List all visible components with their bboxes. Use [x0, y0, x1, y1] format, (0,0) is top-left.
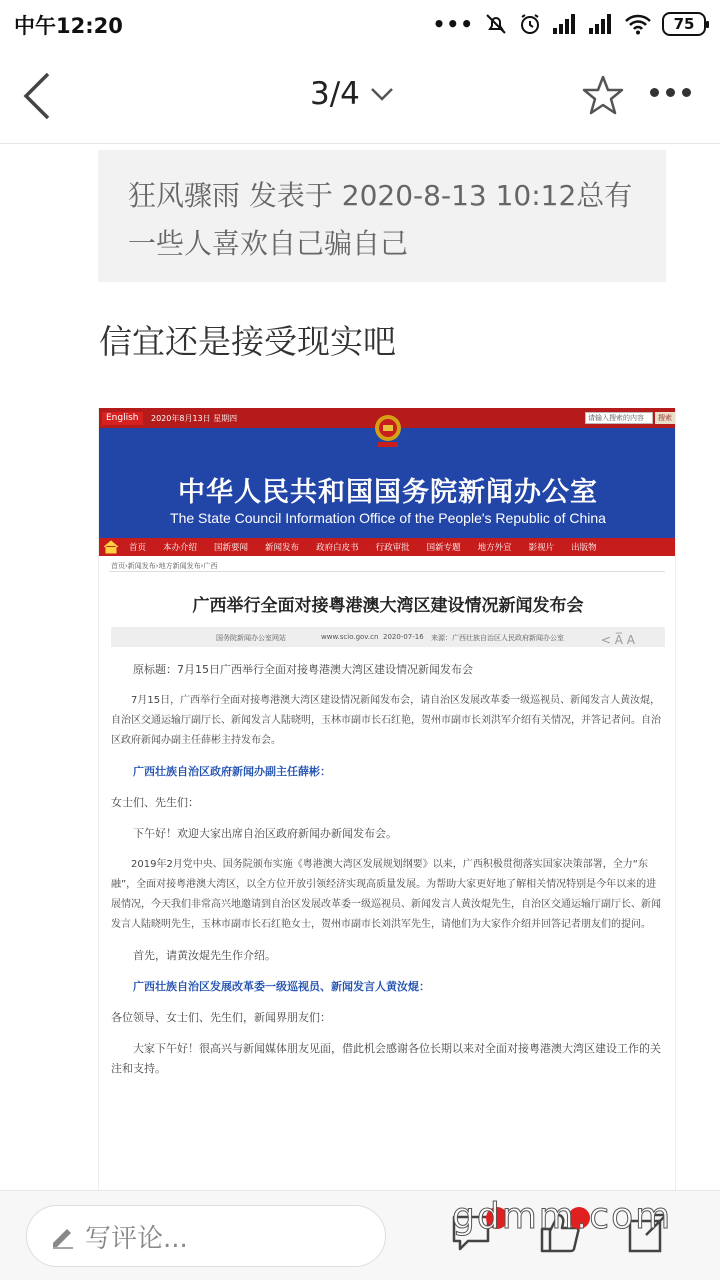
site-title-cn: 中华人民共和国国务院新闻办公室	[178, 477, 598, 508]
favorite-star-icon[interactable]	[582, 74, 624, 116]
article-paragraph: 首先，请黄汝焜先生作介绍。	[133, 949, 276, 962]
site-menu-item: 影视片	[528, 543, 555, 553]
pencil-icon	[49, 1223, 75, 1249]
speaker-heading: 广西壮族自治区发展改革委一级巡视员、新闻发言人黄汝焜：	[133, 980, 430, 993]
page-indicator-text: 3/4	[310, 76, 360, 112]
nav-bar	[0, 48, 720, 144]
article-paragraph: 大家下午好！很高兴与新闻媒体朋友见面，借此机会感谢各位长期以来对全面对接粤港澳大湾区建设工作的关注和支持。	[111, 1042, 661, 1075]
site-title-en: The State Council Information Office of the People's Republic of China	[170, 510, 606, 526]
article-title: 广西举行全面对接粤港澳大湾区建设情况新闻发布会	[192, 596, 584, 616]
quoted-reply: 狂风骤雨 发表于 2020-8-13 10:12总有一些人喜欢自己骗自己	[98, 150, 666, 282]
article-paragraph: 下午好！欢迎大家出席自治区政府新闻办新闻发布会。	[133, 827, 397, 840]
site-search-input: 请输入搜索的内容	[585, 412, 653, 424]
article-paragraph: 7月15日，广西举行全面对接粤港澳大湾区建设情况新闻发布会，请自治区发展改革委一级巡视员、新闻发言人黄汝焜，自治区交通运输厅副厅长、新闻发言人陆晓明，玉林市副市长石红艳，贺州市副市长刘洪军介绍有关情况，并答记者问。自治区政府新闻办副主任薛彬主持发布会。	[111, 695, 661, 746]
site-menu-item: 国新要闻	[214, 543, 249, 553]
home-icon	[103, 540, 119, 554]
status-time: 中午12:20	[14, 14, 123, 38]
article-body	[111, 660, 665, 1090]
share-font-tools: < A̅ A	[600, 633, 635, 647]
back-arrow-icon[interactable]	[18, 70, 58, 122]
site-menu-item: 出版物	[571, 543, 597, 553]
signal-icon	[552, 13, 578, 35]
site-menu-item: 国新专题	[426, 543, 461, 553]
embedded-screenshot[interactable]	[98, 408, 676, 1198]
chevron-down-icon	[370, 86, 394, 102]
site-menu-item: 地方外宣	[477, 543, 512, 553]
site-menu-item: 首页	[129, 543, 147, 553]
article-paragraph: 原标题：7月15日广西举行全面对接粤港澳大湾区建设情况新闻发布会	[133, 663, 473, 676]
status-icons	[433, 10, 706, 38]
post-text: 信宜还是接受现实吧	[99, 322, 396, 361]
site-header	[99, 408, 676, 538]
english-tab: English	[102, 412, 143, 425]
site-menu-item: 行政审批	[375, 543, 410, 553]
page-indicator[interactable]	[310, 76, 394, 112]
site-menu-item: 本办介绍	[163, 543, 198, 553]
wifi-icon	[624, 13, 652, 35]
article-paragraph: 2019年2月党中央、国务院颁布实施《粤港澳大湾区发展规划纲要》以来，广西积极贯彻落实国家决策部署，全力“东融”，全面对接粤港澳大湾区，以全方位开放引领经济实现高质量发展。为帮助大家更好地了解相关情况特别是今年以来的进展情况，今天我们非常高兴地邀请到自治区发展改革委一级巡视员、新闻发言人黄汝焜先生，自治区交通运输厅副厅长、新闻发言人陆晓明先生，玉林市副市长石红艳女士，贺州市副市长刘洪军先生，请他们为大家作介绍并回答记者朋友们的提问。	[111, 859, 661, 930]
signal-icon	[588, 13, 614, 35]
national-emblem-icon	[373, 410, 403, 450]
site-date: 2020年8月13日 星期四	[151, 414, 238, 423]
battery-indicator: 75	[662, 12, 706, 36]
comment-input[interactable]	[26, 1205, 386, 1267]
alarm-icon	[518, 12, 542, 36]
meta-from: 来源：广西壮族自治区人民政府新闻办公室	[431, 634, 564, 642]
article-meta	[111, 627, 665, 647]
meta-url: www.scio.gov.cn	[321, 633, 379, 641]
article-paragraph: 女士们、先生们：	[111, 796, 199, 809]
meta-source: 国务院新闻办公室网站	[216, 634, 286, 642]
site-search-button: 搜索	[655, 412, 675, 424]
site-menu-item: 新闻发布	[265, 543, 300, 553]
site-menu-item: 政府白皮书	[316, 543, 359, 553]
speaker-heading: 广西壮族自治区政府新闻办副主任薛彬：	[133, 765, 331, 778]
article-paragraph: 各位领导、女士们、先生们，新闻界朋友们：	[111, 1011, 331, 1024]
status-bar	[0, 0, 720, 48]
watermark: gdmm.com	[452, 1196, 673, 1237]
site-menu	[99, 538, 676, 556]
comment-placeholder: 写评论...	[85, 1223, 188, 1254]
mute-icon	[484, 12, 508, 36]
site-breadcrumb: 首页›新闻发布›地方新闻发布›广西	[111, 562, 218, 570]
divider	[109, 571, 665, 572]
meta-date: 2020-07-16	[383, 633, 424, 641]
more-options-icon[interactable]	[650, 88, 691, 97]
more-notifications-icon: •••	[432, 12, 474, 36]
